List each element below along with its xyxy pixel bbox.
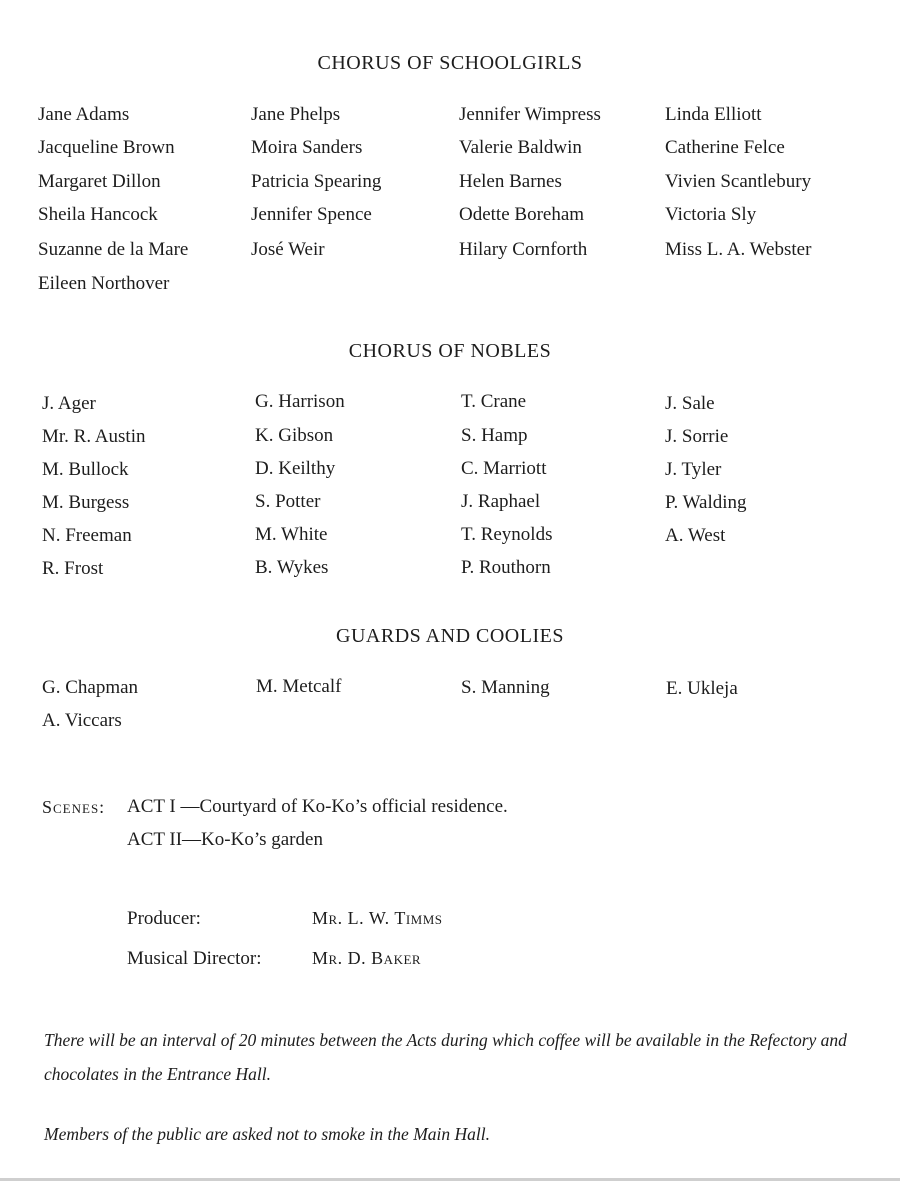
cast-name: S. Potter: [255, 491, 321, 512]
cast-name: J. Sale: [665, 393, 715, 414]
cast-name: A. West: [665, 525, 726, 546]
scene-act-2: ACT II—Ko-Ko’s garden: [127, 829, 323, 850]
page-edge-divider: [0, 1178, 900, 1181]
cast-name: Jane Adams: [38, 104, 130, 125]
cast-name: J. Tyler: [665, 459, 722, 480]
cast-name: Sheila Hancock: [38, 204, 158, 225]
cast-name: Helen Barnes: [459, 171, 562, 192]
producer-role: Producer:: [127, 908, 201, 929]
cast-name: B. Wykes: [255, 557, 329, 578]
cast-name: José Weir: [251, 239, 325, 260]
cast-name: Jacqueline Brown: [38, 137, 175, 158]
cast-name: R. Frost: [42, 558, 104, 579]
cast-name: Jennifer Wimpress: [459, 104, 601, 125]
musical-director-name: Mr. D. Baker: [312, 948, 422, 968]
cast-name: Hilary Cornforth: [459, 239, 588, 260]
scene-act-1: ACT I —Courtyard of Ko-Ko’s official residence.: [127, 796, 508, 817]
cast-name: Moira Sanders: [251, 137, 363, 158]
cast-name: Linda Elliott: [665, 104, 762, 125]
cast-name: M. Metcalf: [256, 676, 342, 697]
cast-name: E. Ukleja: [666, 678, 738, 699]
cast-name: Odette Boreham: [459, 204, 585, 225]
producer-name: Mr. L. W. Timms: [312, 908, 443, 928]
cast-name: Eileen Northover: [38, 273, 170, 294]
cast-name: N. Freeman: [42, 525, 132, 546]
cast-name: T. Reynolds: [461, 524, 553, 545]
cast-name: Margaret Dillon: [38, 171, 161, 192]
cast-name: S. Hamp: [461, 425, 528, 446]
cast-name: J. Ager: [42, 393, 96, 414]
cast-name: K. Gibson: [255, 425, 334, 446]
cast-name: M. Bullock: [42, 459, 129, 480]
interval-note: There will be an interval of 20 minutes between the Acts during which coffee will be available in the Refectory and chocolates in the Entrance Hall.: [44, 1030, 847, 1084]
nobles-heading: CHORUS OF NOBLES: [348, 340, 552, 362]
smoking-note: Members of the public are asked not to smoke in the Main Hall.: [44, 1124, 491, 1144]
cast-name: G. Harrison: [255, 391, 345, 412]
cast-name: Miss L. A. Webster: [665, 239, 812, 260]
cast-name: Catherine Felce: [665, 137, 785, 158]
cast-name: Vivien Scantlebury: [665, 171, 812, 192]
cast-name: J. Raphael: [461, 491, 541, 512]
cast-name: Suzanne de la Mare: [38, 239, 189, 260]
guards-heading: GUARDS AND COOLIES: [336, 625, 564, 647]
cast-name: G. Chapman: [42, 677, 139, 698]
cast-name: J. Sorrie: [665, 426, 729, 447]
cast-name: S. Manning: [461, 677, 550, 698]
cast-name: Valerie Baldwin: [459, 137, 582, 158]
cast-name: Mr. R. Austin: [42, 426, 146, 447]
cast-name: D. Keilthy: [255, 458, 336, 479]
cast-name: M. Burgess: [42, 492, 130, 513]
cast-name: Jennifer Spence: [251, 204, 372, 225]
cast-name: Patricia Spearing: [251, 171, 382, 192]
cast-name: T. Crane: [461, 391, 527, 412]
scenes-label: Scenes:: [42, 797, 106, 817]
musical-director-role: Musical Director:: [127, 948, 262, 969]
cast-name: C. Marriott: [461, 458, 547, 479]
cast-name: Jane Phelps: [251, 104, 341, 125]
schoolgirls-heading: CHORUS OF SCHOOLGIRLS: [317, 52, 583, 74]
cast-name: P. Walding: [665, 492, 747, 513]
cast-name: M. White: [255, 524, 328, 545]
cast-name: A. Viccars: [42, 710, 122, 731]
cast-name: P. Routhorn: [461, 557, 551, 578]
cast-name: Victoria Sly: [665, 204, 757, 225]
